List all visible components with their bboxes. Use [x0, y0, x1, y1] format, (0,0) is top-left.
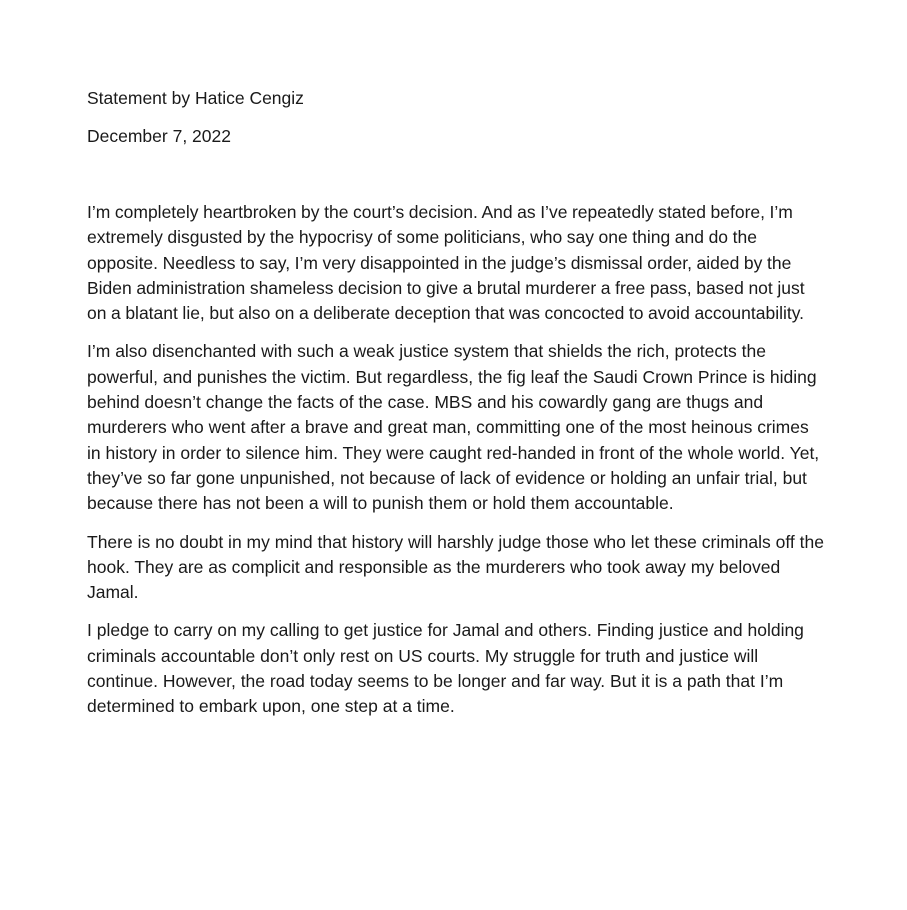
statement-date: December 7, 2022: [87, 126, 231, 146]
paragraph-1: I’m completely heartbroken by the court’s decision. And as I’ve repeatedly stated before, I’m extremely disgusted by the hypocrisy of some politicians, who say one thing and do the opposite. Needless to say, I’m very disappointed in the judge’s dismissal order, aided by the Biden administration shameless decision to give a brutal murderer a free pass, based not just on a blatant lie, but also on a deliberate deception that was concocted to avoid accountability.: [87, 202, 805, 324]
paragraph-4: I pledge to carry on my calling to get justice for Jamal and others. Finding justice and holding criminals accountable don’t only rest on US courts. My struggle for truth and justice will continue. However, the road today seems to be longer and far way. But it is a path that I’m determined to embark upon, one step at a time.: [87, 620, 804, 717]
statement-title: Statement by Hatice Cengiz: [87, 88, 304, 108]
paragraph-2: I’m also disenchanted with such a weak justice system that shields the rich, protects the powerful, and punishes the victim. But regardless, the fig leaf the Saudi Crown Prince is hiding behind doesn’t change the facts of the case. MBS and his cowardly gang are thugs and murderers who went after a brave and great man, committing one of the most heinous crimes in history in order to silence him. They were caught red-handed in front of the whole world. Yet, they’ve so far gone unpunished, not because of lack of evidence or holding an unfair trial, but because there has not been a will to punish them or hold them accountable.: [87, 341, 820, 514]
statement-body: [87, 200, 827, 733]
paragraph-3: There is no doubt in my mind that history will harshly judge those who let these criminals off the hook. They are as complicit and responsible as the murderers who took away my beloved Jamal.: [87, 531, 824, 603]
